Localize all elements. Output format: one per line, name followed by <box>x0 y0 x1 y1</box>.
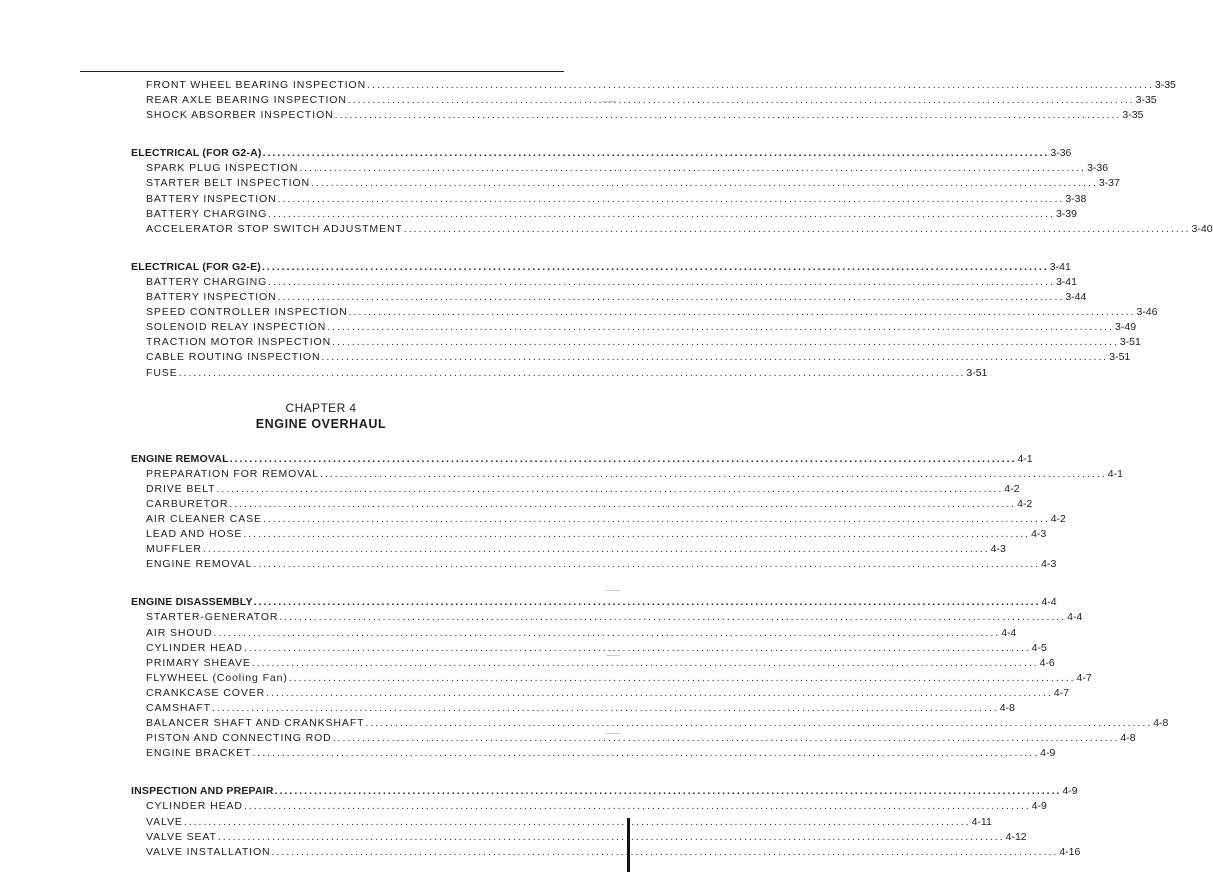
dot-leader: ................................................................................................................................................................ <box>243 641 1031 654</box>
dot-leader: ................................................................................................................................................................ <box>327 321 1115 334</box>
toc-entry-label: BATTERY INSPECTION <box>146 291 277 304</box>
toc-page-number: 4-2 <box>1004 482 1020 495</box>
dot-leader: ................................................................................................................................................................ <box>403 222 1191 235</box>
toc-entry-label: ENGINE REMOVAL <box>131 452 229 465</box>
toc-entry-label: PREPARATION FOR REMOVAL <box>146 467 319 480</box>
dot-leader: ................................................................................................................................................................ <box>319 467 1107 480</box>
toc-entry-label: ENGINE REMOVAL <box>146 558 253 571</box>
toc-page-number: 3-38 <box>1065 192 1087 205</box>
dot-leader: ................................................................................................................................................................ <box>243 528 1031 541</box>
toc-group <box>131 452 1123 573</box>
dot-leader: ................................................................................................................................................................ <box>367 79 1154 91</box>
toc-entry <box>131 610 1083 625</box>
toc-entry <box>131 731 1136 746</box>
dot-leader: ................................................................................................................................................................ <box>332 732 1120 745</box>
dot-leader: ................................................................................................................................................................ <box>299 162 1087 175</box>
toc-entry-label: SPEED CONTROLLER INSPECTION <box>146 306 348 319</box>
toc-entry <box>131 467 1123 482</box>
toc-group <box>131 595 1169 761</box>
dot-leader: ................................................................................................................................................................ <box>216 482 1004 495</box>
toc-page-number: 4-9 <box>1040 747 1056 760</box>
toc-page-number: 4-5 <box>1031 641 1047 654</box>
dot-leader: ................................................................................................................................................................ <box>243 800 1031 813</box>
toc-entry-label: ELECTRICAL (FOR G2-A) <box>131 147 262 160</box>
toc-entry <box>131 686 1070 701</box>
toc-entry-label: AIR CLEANER CASE <box>146 512 262 525</box>
toc-page-number: 4-8 <box>1153 717 1169 730</box>
toc-page-number: 3-36 <box>1087 162 1109 175</box>
toc-group <box>131 146 1213 237</box>
dot-leader: ................................................................................................................................................................ <box>251 656 1039 669</box>
toc-entry-label: PISTON AND CONNECTING ROD <box>146 732 332 745</box>
toc-page-number: 3-35 <box>1135 94 1157 107</box>
toc-entry <box>131 671 1092 686</box>
toc-entry <box>131 815 992 830</box>
chapter-title: ENGINE OVERHAUL <box>255 416 387 431</box>
toc-entry <box>131 222 1213 237</box>
toc-entry-label: CAMSHAFT <box>146 702 211 714</box>
dot-leader: ................................................................................................................................................................ <box>229 452 1017 465</box>
toc-page-number: 3-41 <box>1049 260 1071 273</box>
toc-entry-label: MUFFLER <box>146 543 202 556</box>
toc-entry-label: BATTERY CHARGING <box>146 275 268 288</box>
dot-leader: ................................................................................................................................................................ <box>178 366 966 379</box>
toc-page-number: 4-3 <box>1041 558 1057 571</box>
toc-entry <box>131 176 1120 191</box>
toc-entry <box>131 482 1020 497</box>
dot-leader: ................................................................................................................................................................ <box>311 177 1098 190</box>
toc-entry-label: AIR SHOUD <box>146 626 213 639</box>
toc-page-number: 4-16 <box>1059 845 1081 858</box>
toc-entry <box>131 93 1157 108</box>
toc-page-number: 3-35 <box>1154 79 1176 91</box>
dot-leader: ................................................................................................................................................................ <box>262 260 1049 273</box>
toc-section-heading <box>131 260 1071 275</box>
dot-leader: ................................................................................................................................................................ <box>268 275 1055 288</box>
toc-page-number: 3-37 <box>1098 177 1120 190</box>
toc-page-number: 3-51 <box>966 366 988 379</box>
dot-leader: ................................................................................................................................................................ <box>348 306 1136 319</box>
toc-group <box>131 260 1158 381</box>
toc-page-number: 3-49 <box>1115 321 1137 334</box>
toc-entry-label: ACCELERATOR STOP SWITCH ADJUSTMENT <box>146 222 403 235</box>
toc-section-heading <box>131 784 1078 799</box>
table-of-contents <box>131 78 1213 883</box>
toc-entry <box>131 746 1056 761</box>
toc-entry <box>131 656 1055 671</box>
dot-leader: ................................................................................................................................................................ <box>252 747 1040 760</box>
toc-entry-label: BALANCER SHAFT AND CRANKSHAFT <box>146 717 365 730</box>
toc-page-number: 4-8 <box>999 702 1015 714</box>
toc-entry <box>131 290 1087 305</box>
toc-entry-label: VALVE SEAT <box>146 830 217 843</box>
toc-entry <box>131 701 1015 716</box>
toc-entry <box>131 275 1077 290</box>
toc-entry-label: ELECTRICAL (FOR G2-E) <box>131 260 262 273</box>
toc-entry-label: CRANKCASE COVER <box>146 686 266 699</box>
dot-leader: ................................................................................................................................................................ <box>229 497 1017 510</box>
toc-entry-label: STARTER BELT INSPECTION <box>146 177 311 190</box>
toc-page-number: 4-4 <box>1001 626 1017 639</box>
dot-leader: ................................................................................................................................................................ <box>262 512 1050 525</box>
toc-page-number: 4-9 <box>1062 785 1078 798</box>
toc-page-number: 4-3 <box>1031 528 1047 541</box>
dot-leader: ................................................................................................................................................................ <box>334 109 1122 122</box>
toc-page-number: 3-40 <box>1191 222 1213 235</box>
dot-leader: ................................................................................................................................................................ <box>321 351 1109 364</box>
toc-entry-label: VALVE INSTALLATION <box>146 845 271 858</box>
chapter-4-entries <box>131 452 1169 860</box>
toc-page-number: 3-51 <box>1109 351 1131 364</box>
toc-entry <box>131 161 1109 176</box>
toc-page-number: 3-51 <box>1119 336 1141 349</box>
toc-entry-label: SHOCK ABSORBER INSPECTION <box>146 109 334 122</box>
dot-leader: ................................................................................................................................................................ <box>365 717 1153 730</box>
toc-entry-label: DRIVE BELT <box>146 482 216 495</box>
toc-entry <box>131 845 1081 860</box>
toc-page-number: 3-35 <box>1122 109 1144 122</box>
toc-entry <box>131 192 1087 207</box>
toc-entry <box>131 207 1077 222</box>
toc-page-number: 4-12 <box>1005 830 1027 843</box>
toc-entry-label: STARTER-GENERATOR <box>146 611 279 624</box>
toc-entry <box>131 830 1027 845</box>
toc-entry <box>131 350 1131 365</box>
toc-entry-label: FRONT WHEEL BEARING INSPECTION <box>146 79 367 91</box>
toc-entry-label: REAR AXLE BEARING INSPECTION <box>146 94 347 107</box>
toc-group <box>131 78 1176 123</box>
toc-entry-label: SOLENOID RELAY INSPECTION <box>146 321 327 334</box>
dot-leader: ................................................................................................................................................................ <box>274 785 1062 798</box>
toc-entry-label: ENGINE DISASSEMBLY <box>131 596 253 609</box>
toc-entry-label: FUSE <box>146 366 178 379</box>
toc-section-heading <box>131 146 1072 161</box>
dot-leader: ................................................................................................................................................................ <box>279 611 1067 624</box>
dot-leader: ................................................................................................................................................................ <box>211 702 999 714</box>
chapter-number: CHAPTER 4 <box>285 400 357 415</box>
toc-page-number: 4-11 <box>971 815 992 828</box>
toc-page-number: 3-44 <box>1065 291 1087 304</box>
toc-entry <box>131 108 1144 123</box>
toc-page-number: 4-8 <box>1120 732 1136 745</box>
toc-page-number: 3-41 <box>1055 275 1077 288</box>
toc-entry <box>131 78 1176 93</box>
toc-entry-label: BATTERY INSPECTION <box>146 192 277 205</box>
toc-entry-label: CYLINDER HEAD <box>146 641 243 654</box>
toc-entry-label: LEAD AND HOSE <box>146 528 243 541</box>
toc-entry <box>131 557 1057 572</box>
toc-entry <box>131 512 1066 527</box>
dot-leader: ................................................................................................................................................................ <box>262 147 1050 160</box>
toc-page-number: 3-39 <box>1055 207 1077 220</box>
dot-leader: ................................................................................................................................................................ <box>332 336 1119 349</box>
chapter-3-entries <box>131 78 1213 381</box>
dot-leader: ................................................................................................................................................................ <box>183 815 971 828</box>
toc-page-number: 4-4 <box>1067 611 1083 624</box>
toc-entry-label: BATTERY CHARGING <box>146 207 268 220</box>
toc-entry <box>131 305 1158 320</box>
toc-section-heading <box>131 595 1057 610</box>
dot-leader: ................................................................................................................................................................ <box>266 686 1053 699</box>
toc-entry-label: CARBURETOR <box>146 497 229 510</box>
toc-entry-label: ENGINE BRACKET <box>146 747 252 760</box>
chapter-header <box>127 400 515 433</box>
toc-entry-label: FLYWHEEL (Cooling Fan) <box>146 671 288 684</box>
toc-page-number: 3-46 <box>1136 306 1158 319</box>
toc-page-number: 4-1 <box>1017 452 1033 465</box>
dot-leader: ................................................................................................................................................................ <box>277 291 1065 304</box>
toc-page-number: 4-6 <box>1039 656 1055 669</box>
dot-leader: ................................................................................................................................................................ <box>253 558 1041 571</box>
toc-page-number: 4-7 <box>1053 686 1070 699</box>
toc-page-number: 4-1 <box>1107 467 1123 480</box>
toc-page-number: 4-2 <box>1017 497 1033 510</box>
toc-entry-label: CYLINDER HEAD <box>146 800 243 813</box>
toc-page-number: 3-36 <box>1050 147 1072 160</box>
dot-leader: ................................................................................................................................................................ <box>347 94 1135 107</box>
toc-page-number: 4-9 <box>1031 800 1047 813</box>
dot-leader: ................................................................................................................................................................ <box>268 207 1055 220</box>
dot-leader: ................................................................................................................................................................ <box>253 596 1041 609</box>
toc-page-number: 4-4 <box>1041 596 1057 609</box>
toc-page-number: 4-2 <box>1050 512 1066 525</box>
dot-leader: ................................................................................................................................................................ <box>277 192 1065 205</box>
toc-entry-label: TRACTION MOTOR INSPECTION <box>146 336 332 349</box>
toc-entry-label: SPARK PLUG INSPECTION <box>146 162 299 175</box>
toc-entry <box>131 366 988 381</box>
dot-leader: ................................................................................................................................................................ <box>213 626 1001 639</box>
dot-leader: ................................................................................................................................................................ <box>217 830 1005 843</box>
toc-entry <box>131 335 1141 350</box>
scan-speck <box>606 590 620 591</box>
toc-group <box>131 784 1081 859</box>
toc-entry-label: CABLE ROUTING INSPECTION <box>146 351 321 364</box>
toc-page-number: 4-7 <box>1076 671 1092 684</box>
toc-entry <box>131 626 1017 641</box>
toc-entry <box>131 641 1047 656</box>
dot-leader: ................................................................................................................................................................ <box>202 543 990 556</box>
dot-leader: ................................................................................................................................................................ <box>288 671 1076 684</box>
toc-entry-label: VALVE <box>146 815 183 828</box>
toc-section-heading <box>131 452 1033 467</box>
toc-entry-label: PRIMARY SHEAVE <box>146 656 251 669</box>
toc-entry-label: INSPECTION AND PREPAIR <box>131 785 274 798</box>
toc-entry <box>131 320 1137 335</box>
top-rule <box>80 71 564 72</box>
toc-page-number: 4-3 <box>990 543 1006 556</box>
dot-leader: ................................................................................................................................................................ <box>271 845 1059 858</box>
toc-entry <box>131 799 1047 814</box>
toc-entry <box>131 716 1169 731</box>
toc-entry <box>131 542 1006 557</box>
toc-entry <box>131 527 1047 542</box>
toc-entry <box>131 497 1033 512</box>
